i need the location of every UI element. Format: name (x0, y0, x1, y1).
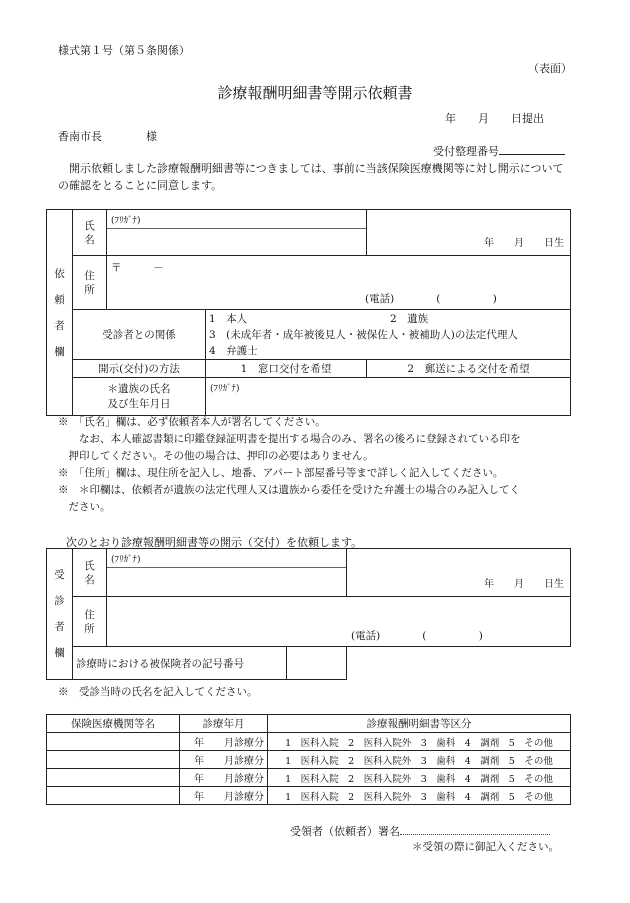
requester-address-field[interactable] (107, 256, 571, 310)
relation-option-1[interactable]: 1 本人 (209, 312, 248, 325)
signature-field[interactable] (400, 824, 550, 835)
month-field[interactable]: 年 月診療分 (180, 787, 268, 805)
institution-field[interactable] (47, 733, 180, 751)
patient-name-field[interactable] (107, 549, 347, 597)
relation-option-4[interactable]: 4 弁護士 (209, 344, 258, 357)
medical-table (46, 714, 571, 805)
requester-name-label: 氏 名 (73, 210, 107, 256)
table-row (47, 751, 571, 769)
bereaved-label: ＊遺族の氏名 及び生年月日 (73, 378, 206, 416)
patient-intro: 次のとおり診療報酬明細書等の開示（交付）を依頼します。 (66, 536, 363, 549)
division-options[interactable]: 1 医科入院 2 医科入院外 3 歯科 4 調剤 5 その他 (268, 769, 571, 787)
medical-header-institution: 保険医療機関等名 (47, 715, 180, 733)
patient-note: ※ 受診当時の氏名を記入してください。 (58, 686, 258, 698)
reception-number-field[interactable] (499, 143, 565, 155)
reception-number-label: 受付整理番号 (433, 145, 499, 158)
month-field[interactable]: 年 月診療分 (180, 733, 268, 751)
patient-phone: (電話) ( ) (351, 630, 483, 642)
requester-name-field[interactable] (107, 210, 367, 256)
requester-table (46, 209, 571, 416)
month-field[interactable]: 年 月診療分 (180, 769, 268, 787)
page-title: 診療報酬明細書等開示依頼書 (217, 84, 413, 102)
relation-option-3[interactable]: 3 (未成年者・成年被後見人・被保佐人・被補助人)の法定代理人 (209, 328, 518, 341)
notes: ※ 「氏名」欄は、必ず依頼者本人が署名してください。 なお、本人確認書類に印鑑登録証明書を提出する場合のみ、署名の後ろに登録されている印を 押印してください。その他の場合は、押印の必要はありません。 ※ 「住所」欄は、現住所を記入し、地番、アパート部屋番号等まで詳しく記入してください。 ※ ＊印欄は、依頼者が遺族の法定代理人又は遺族から委任を受けた弁護士の場合のみ記入してく ださい。 (58, 416, 521, 513)
requester-furigana: (ﾌﾘｶﾞﾅ) (111, 216, 141, 226)
insured-number-label: 診療時における被保険者の記号番号 (73, 647, 287, 680)
relation-options[interactable] (206, 310, 571, 360)
table-row (47, 769, 571, 787)
patient-section-label: 受 診 者 欄 (47, 549, 73, 680)
table-row (47, 787, 571, 805)
division-options[interactable]: 1 医科入院 2 医科入院外 3 歯科 4 調剤 5 その他 (268, 787, 571, 805)
medical-header-division: 診療報酬明細書等区分 (268, 715, 571, 733)
method-option-counter[interactable]: 1 窓口交付を希望 (206, 360, 367, 378)
requester-address-label: 住 所 (73, 256, 107, 310)
patient-name-label: 氏 名 (73, 549, 107, 597)
institution-field[interactable] (47, 769, 180, 787)
institution-field[interactable] (47, 751, 180, 769)
method-label: 開示(交付)の方法 (73, 360, 206, 378)
signature-line (290, 823, 550, 839)
division-options[interactable]: 1 医科入院 2 医科入院外 3 歯科 4 調剤 5 その他 (268, 733, 571, 751)
insured-number-field[interactable] (287, 647, 347, 680)
form-number: 様式第１号（第５条関係） (58, 44, 190, 57)
patient-table (46, 548, 571, 680)
division-options[interactable]: 1 医科入院 2 医科入院外 3 歯科 4 調剤 5 その他 (268, 751, 571, 769)
reception-number (433, 143, 565, 159)
table-row (47, 733, 571, 751)
patient-birth-label: 年 月 日生 (484, 579, 564, 590)
patient-furigana: (ﾌﾘｶﾞﾅ) (111, 555, 141, 565)
consent-text: 開示依頼しました診療報酬明細書等につきましては、事前に当該保険医療機関等に対し開示についての確認をとることに同意します。 (58, 162, 564, 192)
requester-birth-field[interactable] (367, 210, 571, 256)
medical-header-month: 診療年月 (180, 715, 268, 733)
signature-note: ＊受領の際に御記入ください。 (412, 841, 559, 853)
bereaved-name-field[interactable] (206, 378, 571, 416)
postal-code: 〒 － (111, 262, 164, 274)
side-label: （表面） (528, 62, 572, 75)
method-option-mail[interactable]: 2 郵送による交付を希望 (367, 360, 571, 378)
signature-label: 受領者（依頼者）署名 (290, 825, 400, 838)
requester-section-label: 依 頼 者 欄 (47, 210, 73, 416)
relation-option-2[interactable]: 2 遺族 (390, 312, 429, 325)
requester-phone: (電話) ( ) (365, 293, 497, 305)
relation-label: 受診者との関係 (73, 310, 206, 360)
addressee: 香南市長 様 (58, 130, 157, 143)
month-field[interactable]: 年 月診療分 (180, 751, 268, 769)
patient-address-label: 住 所 (73, 597, 107, 647)
bereaved-furigana: (ﾌﾘｶﾞﾅ) (210, 384, 240, 394)
submission-date: 年 月 日提出 (445, 112, 544, 125)
patient-birth-field[interactable] (347, 549, 571, 597)
requester-birth-label: 年 月 日生 (484, 238, 565, 249)
institution-field[interactable] (47, 787, 180, 805)
patient-address-field[interactable] (107, 597, 571, 647)
